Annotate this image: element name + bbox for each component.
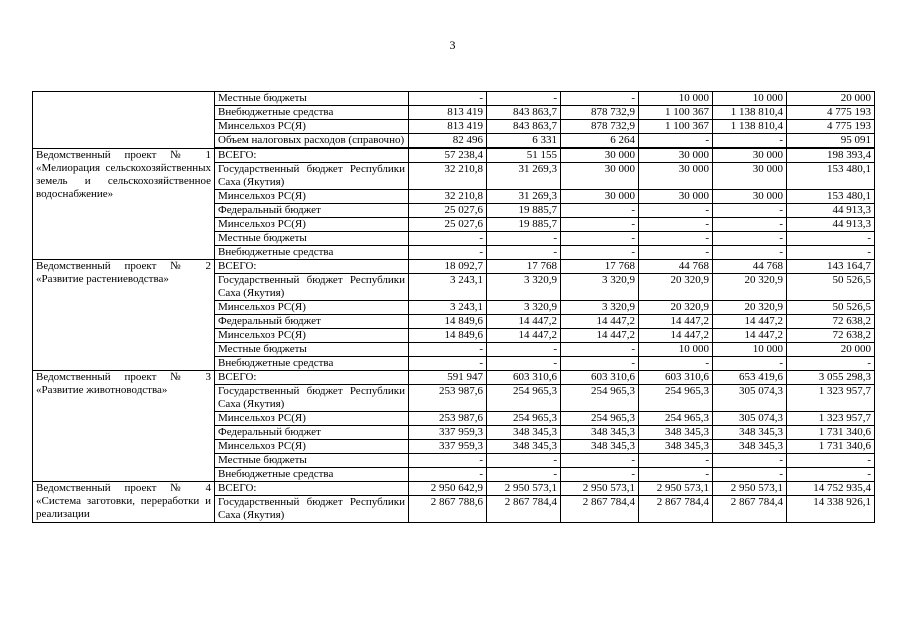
amount-cell: 20 320,9 — [713, 274, 787, 301]
funding-source-cell: Внебюджетные средства — [215, 357, 409, 371]
amount-cell: 843 863,7 — [487, 106, 561, 120]
amount-cell: - — [487, 92, 561, 106]
funding-source-cell: Минсельхоз РС(Я) — [215, 218, 409, 232]
page-number: 3 — [449, 38, 456, 52]
amount-cell: - — [409, 246, 487, 260]
amount-cell: 14 447,2 — [561, 315, 639, 329]
funding-source-cell: Федеральный бюджет — [215, 315, 409, 329]
amount-cell: 153 480,1 — [787, 190, 875, 204]
project-name-cell: Ведомственный проект № 1 «Мелиорация сельскохозяйственных земель и сельскохозяйственное водоснабжение» — [33, 148, 215, 260]
funding-source-cell: Государственный бюджет Республики Саха (Якутия) — [215, 496, 409, 523]
amount-cell: 1 138 810,4 — [713, 106, 787, 120]
amount-cell: 57 238,4 — [409, 148, 487, 163]
amount-cell: 20 000 — [787, 343, 875, 357]
amount-cell: 14 849,6 — [409, 315, 487, 329]
amount-cell: 843 863,7 — [487, 120, 561, 134]
amount-cell: 153 480,1 — [787, 163, 875, 190]
amount-cell: 20 000 — [787, 92, 875, 106]
amount-cell: - — [409, 92, 487, 106]
amount-cell: 82 496 — [409, 134, 487, 149]
amount-cell: 878 732,9 — [561, 106, 639, 120]
amount-cell: - — [787, 246, 875, 260]
amount-cell: 30 000 — [713, 190, 787, 204]
amount-cell: 3 055 298,3 — [787, 371, 875, 385]
amount-cell: - — [561, 357, 639, 371]
amount-cell: 4 775 193 — [787, 120, 875, 134]
amount-cell: - — [639, 134, 713, 149]
amount-cell: - — [787, 454, 875, 468]
amount-cell: 18 092,7 — [409, 260, 487, 274]
funding-source-cell: Государственный бюджет Республики Саха (Якутия) — [215, 163, 409, 190]
amount-cell: 17 768 — [487, 260, 561, 274]
amount-cell: 2 867 784,4 — [639, 496, 713, 523]
amount-cell: 3 320,9 — [487, 301, 561, 315]
amount-cell: 348 345,3 — [639, 440, 713, 454]
amount-cell: - — [409, 357, 487, 371]
funding-source-cell: Местные бюджеты — [215, 232, 409, 246]
amount-cell: 348 345,3 — [561, 440, 639, 454]
amount-cell: - — [561, 246, 639, 260]
amount-cell: 32 210,8 — [409, 163, 487, 190]
amount-cell: 2 867 788,6 — [409, 496, 487, 523]
funding-source-cell: Федеральный бюджет — [215, 426, 409, 440]
amount-cell: - — [639, 232, 713, 246]
amount-cell: 348 345,3 — [487, 440, 561, 454]
funding-source-cell: Объем налоговых расходов (справочно) — [215, 134, 409, 149]
amount-cell: 14 338 926,1 — [787, 496, 875, 523]
amount-cell: - — [561, 204, 639, 218]
amount-cell: 348 345,3 — [487, 426, 561, 440]
amount-cell: 14 447,2 — [713, 315, 787, 329]
amount-cell: 2 950 573,1 — [713, 482, 787, 496]
funding-source-cell: ВСЕГО: — [215, 260, 409, 274]
amount-cell: - — [713, 218, 787, 232]
amount-cell: - — [561, 343, 639, 357]
amount-cell: 254 965,3 — [561, 412, 639, 426]
amount-cell: 14 447,2 — [639, 329, 713, 343]
funding-source-cell: Федеральный бюджет — [215, 204, 409, 218]
amount-cell: 19 885,7 — [487, 218, 561, 232]
amount-cell: 30 000 — [561, 190, 639, 204]
amount-cell: 10 000 — [713, 92, 787, 106]
table-row — [33, 260, 875, 274]
amount-cell: 6 331 — [487, 134, 561, 149]
amount-cell: 20 320,9 — [713, 301, 787, 315]
amount-cell: - — [487, 357, 561, 371]
funding-source-cell: Минсельхоз РС(Я) — [215, 301, 409, 315]
amount-cell: 254 965,3 — [487, 385, 561, 412]
amount-cell: 50 526,5 — [787, 301, 875, 315]
amount-cell: 2 867 784,4 — [561, 496, 639, 523]
amount-cell: 14 752 935,4 — [787, 482, 875, 496]
funding-source-cell: Минсельхоз РС(Я) — [215, 329, 409, 343]
amount-cell: 14 849,6 — [409, 329, 487, 343]
amount-cell: - — [713, 454, 787, 468]
amount-cell: - — [639, 468, 713, 482]
amount-cell: 6 264 — [561, 134, 639, 149]
funding-source-cell: ВСЕГО: — [215, 482, 409, 496]
amount-cell: 44 768 — [713, 260, 787, 274]
funding-source-cell: Местные бюджеты — [215, 454, 409, 468]
amount-cell: 17 768 — [561, 260, 639, 274]
amount-cell: - — [713, 232, 787, 246]
amount-cell: 30 000 — [713, 163, 787, 190]
amount-cell: 254 965,3 — [561, 385, 639, 412]
funding-source-cell: Местные бюджеты — [215, 343, 409, 357]
amount-cell: - — [713, 134, 787, 149]
amount-cell: 72 638,2 — [787, 315, 875, 329]
amount-cell: 14 447,2 — [713, 329, 787, 343]
amount-cell: - — [487, 468, 561, 482]
amount-cell: 3 320,9 — [487, 274, 561, 301]
amount-cell: - — [639, 218, 713, 232]
amount-cell: 14 447,2 — [487, 315, 561, 329]
amount-cell: 603 310,6 — [561, 371, 639, 385]
amount-cell: 348 345,3 — [713, 426, 787, 440]
funding-source-cell: Внебюджетные средства — [215, 468, 409, 482]
funding-source-cell: Минсельхоз РС(Я) — [215, 190, 409, 204]
amount-cell: 305 074,3 — [713, 385, 787, 412]
amount-cell: 1 323 957,7 — [787, 385, 875, 412]
amount-cell: 4 775 193 — [787, 106, 875, 120]
amount-cell: 2 950 573,1 — [639, 482, 713, 496]
amount-cell: 348 345,3 — [561, 426, 639, 440]
table-row — [33, 148, 875, 163]
amount-cell: 254 965,3 — [639, 385, 713, 412]
amount-cell: - — [487, 246, 561, 260]
amount-cell: - — [561, 454, 639, 468]
amount-cell: - — [713, 357, 787, 371]
amount-cell: 30 000 — [561, 148, 639, 163]
amount-cell: 143 164,7 — [787, 260, 875, 274]
amount-cell: 44 768 — [639, 260, 713, 274]
amount-cell: 3 320,9 — [561, 301, 639, 315]
amount-cell: 3 243,1 — [409, 274, 487, 301]
amount-cell: 14 447,2 — [487, 329, 561, 343]
amount-cell: 44 913,3 — [787, 204, 875, 218]
amount-cell: 337 959,3 — [409, 426, 487, 440]
project-name-cell: Ведомственный проект № 4 «Система заготовки, переработки и реализации — [33, 482, 215, 523]
amount-cell: 253 987,6 — [409, 412, 487, 426]
amount-cell: - — [713, 204, 787, 218]
amount-cell: 2 867 784,4 — [487, 496, 561, 523]
amount-cell: 30 000 — [639, 148, 713, 163]
table-row — [33, 371, 875, 385]
amount-cell: 25 027,6 — [409, 204, 487, 218]
amount-cell: 32 210,8 — [409, 190, 487, 204]
amount-cell: 591 947 — [409, 371, 487, 385]
table-row — [33, 482, 875, 496]
amount-cell: - — [639, 204, 713, 218]
amount-cell: - — [561, 218, 639, 232]
amount-cell: 1 138 810,4 — [713, 120, 787, 134]
funding-source-cell: Государственный бюджет Республики Саха (Якутия) — [215, 385, 409, 412]
project-name-cell: Ведомственный проект № 3 «Развитие животноводства» — [33, 371, 215, 482]
amount-cell: 3 320,9 — [561, 274, 639, 301]
amount-cell: 72 638,2 — [787, 329, 875, 343]
amount-cell: - — [787, 468, 875, 482]
amount-cell: 813 419 — [409, 120, 487, 134]
funding-source-cell: Местные бюджеты — [215, 92, 409, 106]
amount-cell: - — [409, 454, 487, 468]
amount-cell: - — [639, 246, 713, 260]
amount-cell: 198 393,4 — [787, 148, 875, 163]
amount-cell: - — [561, 92, 639, 106]
budget-table — [32, 91, 875, 523]
amount-cell: 31 269,3 — [487, 190, 561, 204]
amount-cell: 2 950 573,1 — [487, 482, 561, 496]
amount-cell: 14 447,2 — [639, 315, 713, 329]
funding-source-cell: Минсельхоз РС(Я) — [215, 120, 409, 134]
funding-source-cell: Внебюджетные средства — [215, 106, 409, 120]
table-body — [33, 92, 875, 523]
amount-cell: 813 419 — [409, 106, 487, 120]
funding-source-cell: Минсельхоз РС(Я) — [215, 440, 409, 454]
table-row — [33, 92, 875, 106]
amount-cell: 603 310,6 — [487, 371, 561, 385]
amount-cell: 254 965,3 — [487, 412, 561, 426]
project-name-cell — [33, 92, 215, 149]
amount-cell: 2 950 642,9 — [409, 482, 487, 496]
amount-cell: - — [713, 468, 787, 482]
amount-cell: - — [487, 454, 561, 468]
amount-cell: 305 074,3 — [713, 412, 787, 426]
amount-cell: 30 000 — [713, 148, 787, 163]
amount-cell: - — [487, 232, 561, 246]
project-name-cell: Ведомственный проект № 2 «Развитие растениеводства» — [33, 260, 215, 371]
amount-cell: 253 987,6 — [409, 385, 487, 412]
amount-cell: - — [561, 468, 639, 482]
amount-cell: 31 269,3 — [487, 163, 561, 190]
amount-cell: - — [713, 246, 787, 260]
amount-cell: 1 731 340,6 — [787, 440, 875, 454]
amount-cell: 50 526,5 — [787, 274, 875, 301]
amount-cell: 3 243,1 — [409, 301, 487, 315]
amount-cell: - — [639, 454, 713, 468]
amount-cell: 30 000 — [639, 190, 713, 204]
amount-cell: 25 027,6 — [409, 218, 487, 232]
amount-cell: 19 885,7 — [487, 204, 561, 218]
amount-cell: - — [639, 357, 713, 371]
amount-cell: 10 000 — [639, 343, 713, 357]
amount-cell: 20 320,9 — [639, 274, 713, 301]
amount-cell: 10 000 — [639, 92, 713, 106]
amount-cell: 2 950 573,1 — [561, 482, 639, 496]
funding-source-cell: Минсельхоз РС(Я) — [215, 412, 409, 426]
amount-cell: - — [409, 468, 487, 482]
amount-cell: 653 419,6 — [713, 371, 787, 385]
amount-cell: 348 345,3 — [639, 426, 713, 440]
amount-cell: 1 731 340,6 — [787, 426, 875, 440]
amount-cell: 1 100 367 — [639, 106, 713, 120]
funding-source-cell: Государственный бюджет Республики Саха (Якутия) — [215, 274, 409, 301]
amount-cell: 30 000 — [639, 163, 713, 190]
amount-cell: 878 732,9 — [561, 120, 639, 134]
amount-cell: - — [409, 232, 487, 246]
amount-cell: 1 323 957,7 — [787, 412, 875, 426]
amount-cell: - — [487, 343, 561, 357]
amount-cell: 44 913,3 — [787, 218, 875, 232]
amount-cell: 254 965,3 — [639, 412, 713, 426]
amount-cell: 95 091 — [787, 134, 875, 149]
amount-cell: - — [561, 232, 639, 246]
funding-source-cell: Внебюджетные средства — [215, 246, 409, 260]
amount-cell: 337 959,3 — [409, 440, 487, 454]
amount-cell: 30 000 — [561, 163, 639, 190]
amount-cell: 20 320,9 — [639, 301, 713, 315]
funding-source-cell: ВСЕГО: — [215, 148, 409, 163]
amount-cell: 14 447,2 — [561, 329, 639, 343]
funding-source-cell: ВСЕГО: — [215, 371, 409, 385]
amount-cell: 348 345,3 — [713, 440, 787, 454]
amount-cell: 1 100 367 — [639, 120, 713, 134]
amount-cell: 2 867 784,4 — [713, 496, 787, 523]
amount-cell: - — [787, 232, 875, 246]
amount-cell: - — [787, 357, 875, 371]
amount-cell: 603 310,6 — [639, 371, 713, 385]
amount-cell: - — [409, 343, 487, 357]
amount-cell: 51 155 — [487, 148, 561, 163]
amount-cell: 10 000 — [713, 343, 787, 357]
